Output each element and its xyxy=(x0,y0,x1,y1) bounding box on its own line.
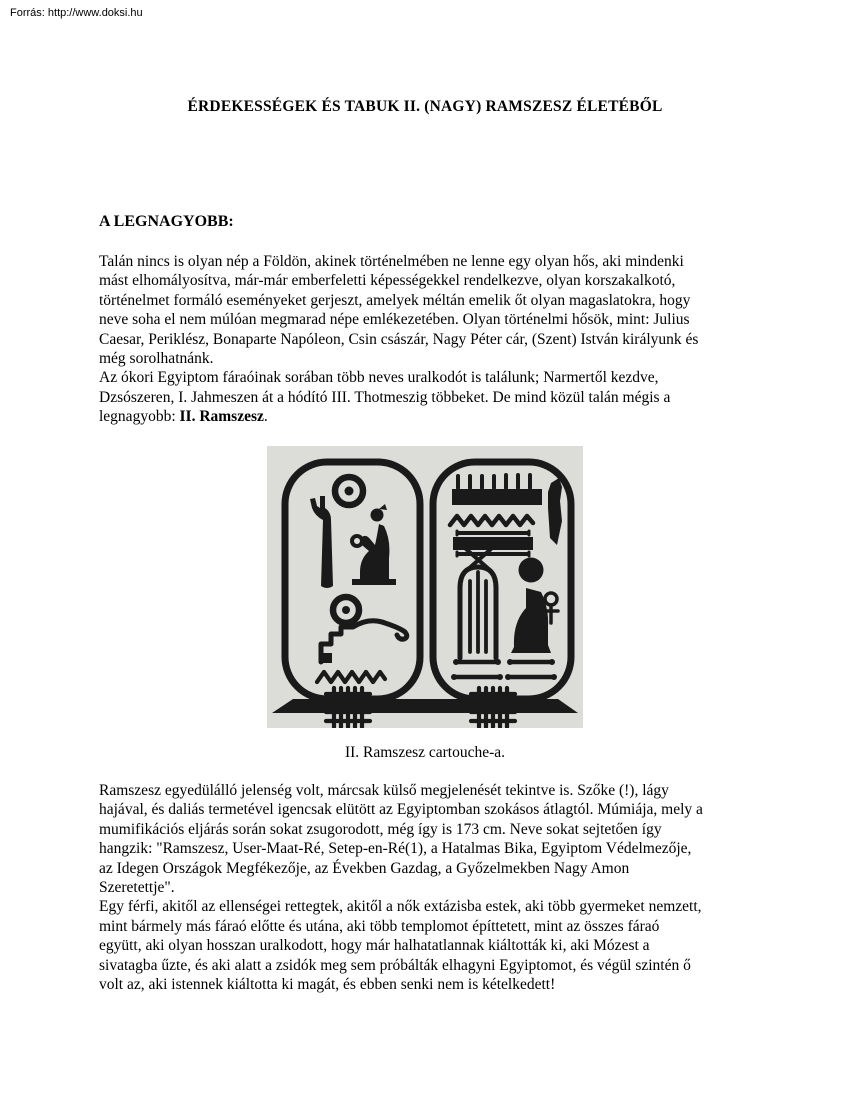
page-title: ÉRDEKESSÉGEK ÉS TABUK II. (NAGY) RAMSZESZ ÉLETÉBŐL xyxy=(187,98,663,115)
text-line: legnagyobb: II. Ramszesz. xyxy=(99,408,268,426)
text-line: mást elhomályosítva, már-már emberfeletti képességekkel rendelkezve, olyan korszakalkotó, xyxy=(99,272,676,290)
tally-marks-left xyxy=(326,688,370,727)
tally-marks-right xyxy=(471,688,515,727)
text-line: sivatagba űzte, és aki alatt a zsidók meg sem próbálták elhagyni Egyiptomot, és végül szintén ő xyxy=(99,956,691,974)
text-line: volt az, aki istennek kiáltotta ki magát, és ebben senki nem is kételkedett! xyxy=(99,976,556,994)
text-line: hangzik: "Ramszesz, User-Maat-Ré, Setep-en-Ré(1), a Hatalmas Bika, Egyiptom Védelmezője, xyxy=(99,840,692,858)
text-line: Caesar, Periklész, Bonaparte Napóleon, Csin császár, Nagy Péter cár, (Szent) István királyunk és xyxy=(99,330,699,348)
figure-caption: II. Ramszesz cartouche-a. xyxy=(344,744,506,761)
paragraph-block-2 xyxy=(99,781,779,994)
text-line: Egy férfi, akitől az ellenségei rettegtek, akitől a nők extázisba estek, aki több gyermeket nemzett, xyxy=(99,898,702,916)
cartouche-image xyxy=(267,446,583,728)
source-note: Forrás: http://www.doksi.hu xyxy=(10,7,143,19)
text-line: mint bármely más fáraó előtte és utána, aki több templomot építtetett, mint az összes fáraó xyxy=(99,917,660,935)
text-line: hajával, és daliás termetével igencsak elütött az Egyiptomban szokásos átlagtól. Múmiája, mely a xyxy=(99,801,703,819)
text-line: még sorolhatnánk. xyxy=(99,350,214,368)
text-line: Az ókori Egyiptom fáraóinak sorában több neves uralkodót is találunk; Narmertől kezdve, xyxy=(99,369,659,387)
cartouche-figure xyxy=(267,446,583,728)
text-line: Dzsószeren, I. Jahmeszen át a hódító III. Thotmeszig többeket. De mind közül talán mégis a xyxy=(99,388,671,406)
text-line: Ramszesz egyedülálló jelenség volt, márcsak külső megjelenését tekintve is. Szőke (!), lágy xyxy=(99,782,669,799)
text-line: az Idegen Országok Megfékezője, az Években Gazdag, a Győzelmekben Nagy Amon xyxy=(99,859,630,877)
figure-background xyxy=(267,446,583,728)
text-line: mumifikációs eljárás során sokat zsugorodott, még így is 173 cm. Neve sokat sejtetően így xyxy=(99,820,662,838)
section-heading: A LEGNAGYOBB: xyxy=(99,213,234,230)
text-line: együtt, aki olyan hosszan uralkodott, hogy már halhatatlannak kiáltották ki, aki Mózest a xyxy=(99,937,650,955)
text-line: történelmet formáló eseményeket gerjeszt, amelyek méltán emelik őt olyan magaslatokra, hogy xyxy=(99,291,691,309)
text-line: Szeretettje". xyxy=(99,879,175,897)
text-line: neve soha el nem múlóan megmarad népe emlékezetében. Olyan történelmi hősök, mint: Julius xyxy=(99,311,690,329)
paragraph-block-1 xyxy=(99,252,779,427)
mat-bar-glyph xyxy=(453,531,533,556)
text-line: Talán nincs is olyan nép a Földön, akinek történelmében ne lenne egy olyan hős, aki mindenki xyxy=(99,253,684,270)
